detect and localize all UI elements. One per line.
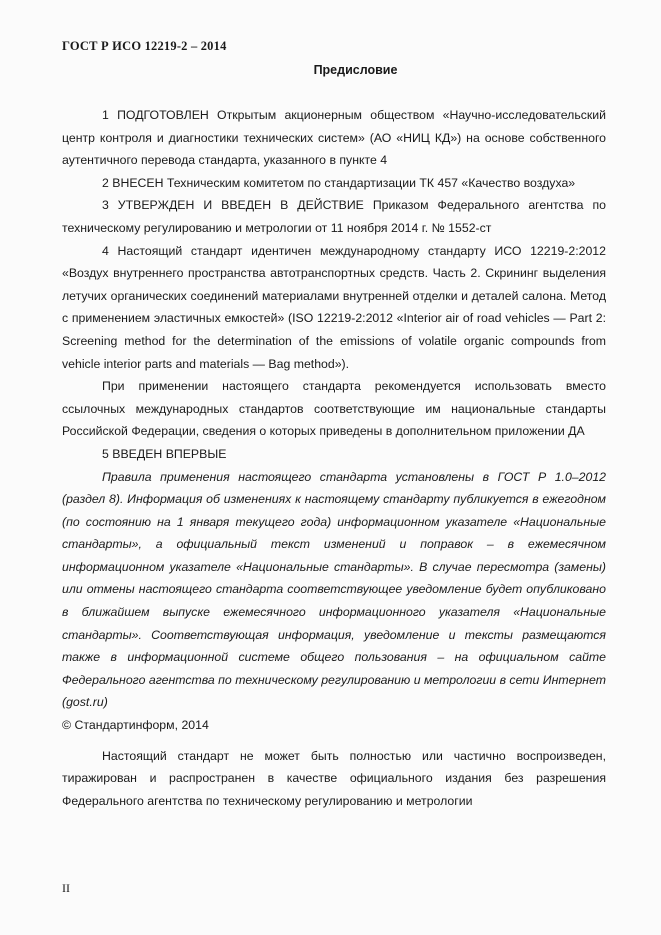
paragraph-5: При применении настоящего стандарта рекомендуется использовать вместо ссылочных международных стандартов соответствующие им национальные стандарты Российской Федерации, сведения о которых приведены в дополнительном приложении ДА — [62, 379, 606, 439]
page-title-text: Предисловие — [313, 63, 398, 77]
page-title — [0, 63, 661, 77]
paragraph-1: 1 ПОДГОТОВЛЕН Открытым акционерным обществом «Научно-исследовательский центр контроля и диагностики технических систем» (АО «НИЦ КД») на основе собственного аутентичного перевода стандарта, указанного в пункте 4 — [62, 108, 606, 168]
document-body — [62, 104, 606, 812]
document-header: ГОСТ Р ИСО 12219-2 – 2014 — [62, 39, 227, 53]
paragraph-6: 5 ВВЕДЕН ВПЕРВЫЕ — [102, 446, 227, 461]
paragraph-3: 3 УТВЕРЖДЕН И ВВЕДЕН В ДЕЙСТВИЕ Приказом Федерального агентства по техническому регулированию и метрологии от 11 ноября 2014 г. № 1552-ст — [62, 198, 606, 235]
paragraph-7-italic-note: Правила применения настоящего стандарта установлены в ГОСТ Р 1.0–2012 (раздел 8). Информация об изменениях к настоящему стандарту публикуется в ежегодном (по состоянию на 1 января текущего года) информационном указателе «Национальные стандарты», а официальный текст изменений и поправок – в ежемесячном информационном указателе «Национальные стандарты». В случае пересмотра (замены) или отмены настоящего стандарта соответствующее уведомление будет опубликовано в ближайшем выпуске ежемесячного информационного указателя «Национальные стандарты». Соответствующая информация, уведомление и тексты размещаются также в информационной системе общего пользования – на официальном сайте Федерального агентства по техническому регулированию и метрологии в сети Интернет (gost.ru) — [62, 469, 606, 710]
paragraph-4: 4 Настоящий стандарт идентичен международному стандарту ИСО 12219-2:2012 «Воздух внутреннего пространства автотранспортных средств. Часть 2. Скрининг выделения летучих органических соединений материалами внутренней отделки и деталей салона. Метод с применением эластичных емкостей» (ISO 12219-2:2012 «Interior air of road vehicles — Part 2: Screening method for the determination of the emissions of volatile organic compounds from vehicle interior parts and materials — Bag method»). — [62, 243, 606, 371]
paragraph-8: Настоящий стандарт не может быть полностью или частично воспроизведен, тиражирован и распространен в качестве официального издания без разрешения Федерального агентства по техническому регулированию и метрологии — [62, 748, 606, 808]
copyright-line: © Стандартинформ, 2014 — [62, 718, 209, 733]
paragraph-2: 2 ВНЕСЕН Техническим комитетом по стандартизации ТК 457 «Качество воздуха» — [102, 175, 576, 190]
page-number: II — [62, 881, 70, 895]
